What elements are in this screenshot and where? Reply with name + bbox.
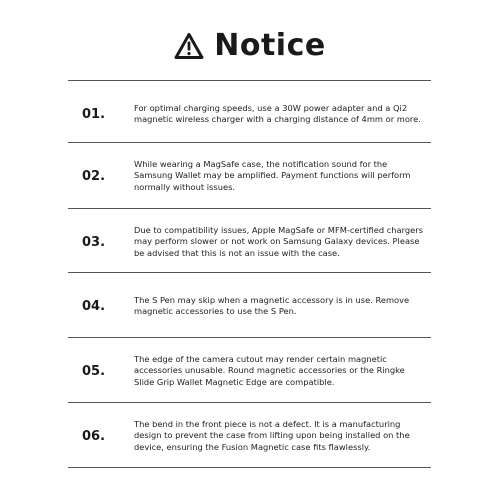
notice-text: The edge of the camera cutout may render certain magnetic accessories unusable. Round magnetic accessories or the Ringke Slide Grip Wallet Magnetic Edge are compatible. [134,353,405,387]
notice-text: The bend in the front piece is not a defect. It is a manufacturing design to prevent the case from lifting upon being installed on the device, ensuring the Fusion Magnetic case fits flawlessly. [134,418,410,452]
page-title: Notice [214,28,326,63]
divider [68,467,431,468]
notice-number: 03. [82,234,106,250]
notice-row-05 [68,337,431,405]
notice-number: 05. [82,363,106,379]
notice-text: Due to compatibility issues, Apple MagSafe or MFM-certified chargers may perform slower or not work on Samsung Galaxy devices. Please be advised that this is not an issue with the case. [134,224,424,258]
notice-text: While wearing a MagSafe case, the notification sound for the Samsung Wallet may be amplified. Payment functions will perform normally without issues. [134,158,411,192]
notice-text: The S Pen may skip when a magnetic accessory is in use. Remove magnetic accessories to use the S Pen. [134,294,410,316]
notice-text: For optimal charging speeds, use a 30W power adapter and a Qi2 magnetic wireless charger with a charging distance of 4mm or more. [134,102,421,124]
notice-row-06 [68,402,431,470]
notice-row-03 [68,208,431,276]
notice-row-04 [68,272,431,340]
notice-row-01 [68,80,431,148]
notice-number: 02. [82,168,106,184]
warning-triangle-icon [174,32,204,60]
notice-row-02 [68,142,431,210]
notice-number: 06. [82,428,106,444]
notice-number: 04. [82,298,106,314]
notice-header [0,28,500,63]
notice-number: 01. [82,106,106,122]
